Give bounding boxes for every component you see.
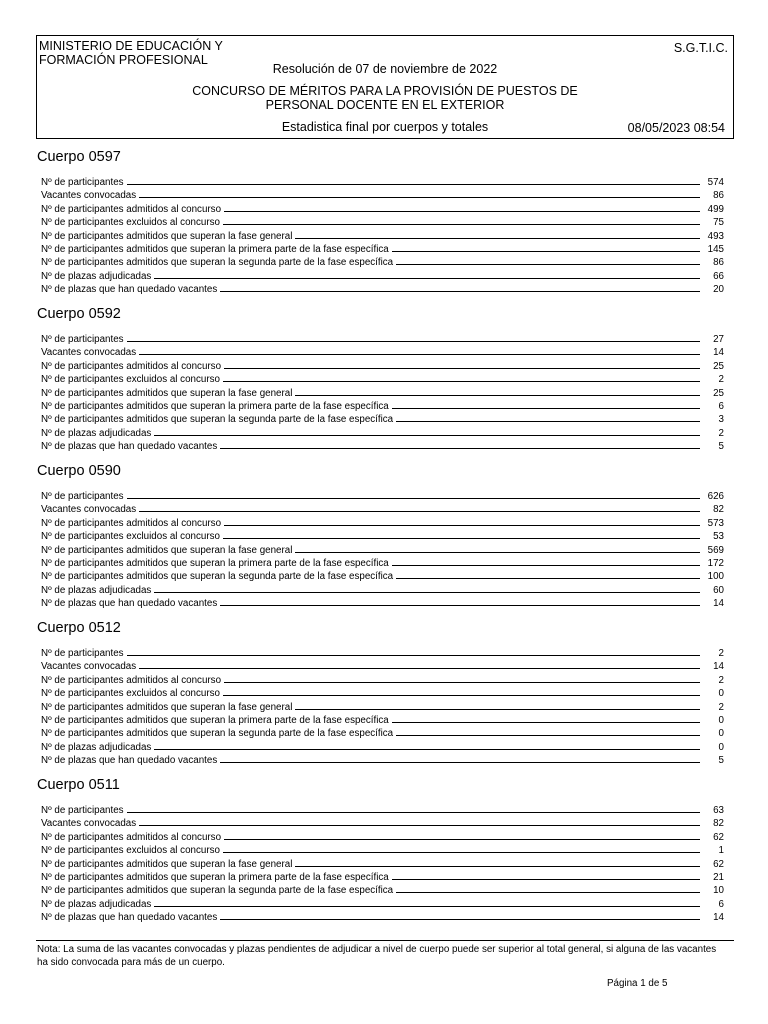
table-row [41,256,724,269]
row-value: 574 [707,177,724,188]
row-label: Nº de plazas adjudicadas [41,898,154,911]
table-row [41,911,724,924]
department-code: S.G.T.I.C. [673,41,728,55]
document-header [36,35,734,139]
table-row [41,674,724,687]
table-row [41,230,724,243]
table-row [41,544,724,557]
table-row [41,517,724,530]
section-title: Cuerpo 0511 [37,777,120,793]
table-row [41,203,724,216]
table-row [41,373,724,386]
row-value: 0 [718,728,724,740]
leader-line [41,354,700,355]
row-label: Vacantes convocadas [41,503,139,516]
table-row [41,647,724,660]
row-value: 14 [713,661,724,673]
leader-line [41,498,700,499]
section-title: Cuerpo 0512 [37,620,121,636]
table-row [41,413,724,426]
row-label: Nº de plazas adjudicadas [41,741,154,754]
row-value: 172 [707,557,724,569]
row-value: 14 [713,912,724,924]
statistics-title: Estadistica final por cuerpos y totales [281,120,489,134]
section-title: Cuerpo 0592 [37,306,121,322]
table-row [41,530,724,543]
table-row [41,176,724,189]
row-label: Nº de participantes admitidos que superan la fase general [41,701,295,714]
row-label: Nº de participantes admitidos que superan la segunda parte de la fase específica [41,884,396,897]
table-row [41,216,724,229]
table-row [41,270,724,283]
table-row [41,871,724,884]
resolution-date: Resolución de 07 de noviembre de 2022 [272,62,498,76]
row-label: Nº de participantes admitidos que superan la fase general [41,387,295,400]
row-value: 14 [713,598,724,610]
row-value: 2 [718,427,724,439]
section-rows [41,176,724,297]
table-row [41,360,724,373]
table-row [41,804,724,817]
table-row [41,660,724,673]
row-label: Nº de participantes excluidos al concurso [41,530,223,543]
table-row [41,570,724,583]
row-label: Nº de participantes [41,647,127,660]
row-label: Nº de participantes admitidos que superan la fase general [41,858,295,871]
table-row [41,503,724,516]
table-row [41,283,724,296]
table-row [41,754,724,767]
leader-line [41,341,700,342]
row-value: 0 [718,741,724,753]
table-row [41,584,724,597]
page-number: Página 1 de 5 [607,978,668,989]
table-row [41,858,724,871]
row-label: Nº de participantes [41,804,127,817]
table-row [41,741,724,754]
table-row [41,714,724,727]
row-label: Nº de participantes admitidos que superan la primera parte de la fase específica [41,557,392,570]
row-value: 0 [718,714,724,726]
row-label: Nº de plazas que han quedado vacantes [41,283,220,296]
row-value: 145 [707,243,724,255]
row-value: 573 [707,517,724,529]
row-label: Vacantes convocadas [41,189,139,202]
row-value: 100 [707,571,724,583]
row-label: Nº de participantes admitidos al concurso [41,831,224,844]
leader-line [41,655,700,656]
table-row [41,898,724,911]
row-label: Nº de participantes admitidos que superan la primera parte de la fase específica [41,243,392,256]
table-row [41,440,724,453]
row-label: Nº de plazas que han quedado vacantes [41,597,220,610]
row-value: 493 [707,230,724,242]
row-value: 66 [713,270,724,282]
row-value: 1 [718,845,724,857]
leader-line [41,511,700,512]
section-title: Cuerpo 0590 [37,463,121,479]
row-value: 6 [718,400,724,412]
row-label: Nº de participantes [41,333,127,346]
row-value: 5 [718,755,724,767]
table-row [41,387,724,400]
report-datetime: 08/05/2023 08:54 [627,121,725,135]
table-row [41,727,724,740]
contest-title [37,84,733,112]
row-value: 60 [713,584,724,596]
row-value: 63 [713,805,724,816]
row-value: 6 [718,898,724,910]
row-value: 62 [713,858,724,870]
row-label: Nº de participantes admitidos que superan la primera parte de la fase específica [41,871,392,884]
row-label: Nº de participantes admitidos al concurso [41,674,224,687]
leader-line [41,184,700,185]
row-value: 10 [713,885,724,897]
row-label: Nº de plazas que han quedado vacantes [41,440,220,453]
leader-line [41,812,700,813]
row-label: Nº de participantes admitidos al concurso [41,517,224,530]
row-value: 86 [713,257,724,269]
row-value: 82 [713,818,724,830]
table-row [41,884,724,897]
table-row [41,189,724,202]
table-row [41,346,724,359]
table-row [41,831,724,844]
row-label: Vacantes convocadas [41,817,139,830]
section-rows [41,333,724,454]
row-label: Nº de plazas adjudicadas [41,270,154,283]
row-value: 2 [718,674,724,686]
row-label: Nº de participantes admitidos que superan la primera parte de la fase específica [41,714,392,727]
row-value: 569 [707,544,724,556]
ministry-line-1: MINISTERIO DE EDUCACIÓN Y [39,39,223,53]
table-row [41,844,724,857]
row-value: 5 [718,441,724,453]
row-label: Nº de participantes [41,176,127,189]
section-rows [41,647,724,768]
row-value: 3 [718,414,724,426]
contest-title-line-2: PERSONAL DOCENTE EN EL EXTERIOR [265,98,505,112]
row-value: 25 [713,387,724,399]
row-label: Nº de participantes [41,490,127,503]
row-value: 25 [713,360,724,372]
contest-title-line-1: CONCURSO DE MÉRITOS PARA LA PROVISIÓN DE PUESTOS DE [192,84,578,98]
row-value: 62 [713,831,724,843]
row-label: Nº de plazas adjudicadas [41,427,154,440]
row-value: 86 [713,190,724,202]
row-label: Nº de participantes admitidos que superan la fase general [41,230,295,243]
row-label: Vacantes convocadas [41,346,139,359]
table-row [41,557,724,570]
section-title: Cuerpo 0597 [37,149,121,165]
leader-line [41,197,700,198]
section-rows [41,804,724,925]
row-value: 2 [718,374,724,386]
table-row [41,490,724,503]
row-label: Nº de participantes excluidos al concurso [41,844,223,857]
row-label: Nº de participantes excluidos al concurso [41,687,223,700]
row-value: 14 [713,347,724,359]
row-label: Vacantes convocadas [41,660,139,673]
table-row [41,701,724,714]
row-value: 53 [713,531,724,543]
row-value: 27 [713,334,724,345]
row-label: Nº de participantes admitidos que superan la primera parte de la fase específica [41,400,392,413]
row-label: Nº de participantes admitidos que superan la segunda parte de la fase específica [41,727,396,740]
table-row [41,243,724,256]
row-label: Nº de participantes admitidos que superan la segunda parte de la fase específica [41,570,396,583]
row-value: 20 [713,284,724,296]
table-row [41,333,724,346]
section-rows [41,490,724,611]
row-label: Nº de plazas que han quedado vacantes [41,754,220,767]
row-label: Nº de participantes excluidos al concurso [41,373,223,386]
table-row [41,597,724,610]
table-row [41,817,724,830]
ministry-line-2: FORMACIÓN PROFESIONAL [39,53,208,67]
row-label: Nº de participantes admitidos que superan la segunda parte de la fase específica [41,256,396,269]
row-label: Nº de plazas adjudicadas [41,584,154,597]
row-label: Nº de plazas que han quedado vacantes [41,911,220,924]
table-row [41,687,724,700]
row-label: Nº de participantes admitidos que superan la segunda parte de la fase específica [41,413,396,426]
row-label: Nº de participantes excluidos al concurso [41,216,223,229]
row-label: Nº de participantes admitidos al concurso [41,203,224,216]
footer-note: Nota: La suma de las vacantes convocadas y plazas pendientes de adjudicar a nivel de cuerpo puede ser superior al total general, si alguna de las vacantes ha sido convocada para más de un cuerpo. [37,944,717,968]
row-value: 82 [713,504,724,516]
row-label: Nº de participantes admitidos al concurso [41,360,224,373]
row-value: 499 [707,203,724,215]
row-value: 626 [707,491,724,502]
row-value: 2 [718,648,724,659]
row-value: 75 [713,217,724,229]
table-row [41,427,724,440]
leader-line [41,668,700,669]
row-label: Nº de participantes admitidos que superan la fase general [41,544,295,557]
row-value: 0 [718,688,724,700]
leader-line [41,825,700,826]
row-value: 21 [713,871,724,883]
table-row [41,400,724,413]
footer-divider [36,940,734,941]
row-value: 2 [718,701,724,713]
